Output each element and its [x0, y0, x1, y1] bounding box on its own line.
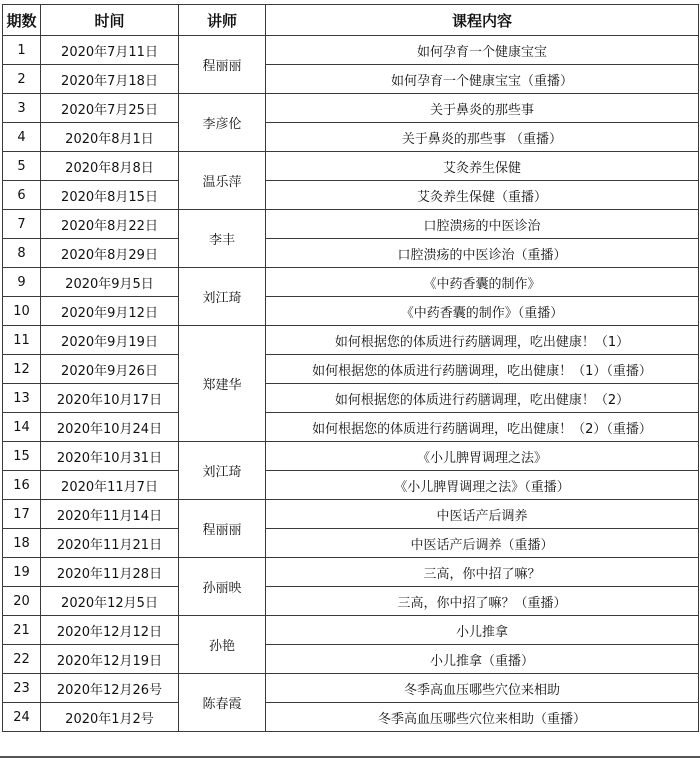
bottom-divider [0, 756, 700, 758]
row-number: 6 [3, 181, 41, 210]
row-lecturer: 李丰 [179, 210, 266, 268]
row-date: 2020年12月26号 [41, 674, 179, 703]
row-date: 2020年11月28日 [41, 558, 179, 587]
row-topic: 冬季高血压哪些穴位来相助 [266, 674, 699, 703]
row-topic: 口腔溃疡的中医诊治（重播） [266, 239, 699, 268]
row-number: 14 [3, 413, 41, 442]
row-topic: 三高，你中招了嘛？ [266, 558, 699, 587]
row-number: 7 [3, 210, 41, 239]
row-lecturer: 李彦伦 [179, 94, 266, 152]
row-date: 2020年8月15日 [41, 181, 179, 210]
row-date: 2020年7月25日 [41, 94, 179, 123]
table-row [3, 645, 699, 674]
table-row [3, 268, 699, 297]
table-row [3, 616, 699, 645]
row-date: 2020年10月31日 [41, 442, 179, 471]
row-number: 3 [3, 94, 41, 123]
row-date: 2020年8月29日 [41, 239, 179, 268]
row-date: 2020年12月19日 [41, 645, 179, 674]
row-date: 2020年11月7日 [41, 471, 179, 500]
row-date: 2020年11月21日 [41, 529, 179, 558]
row-number: 1 [3, 36, 41, 65]
row-number: 9 [3, 268, 41, 297]
row-topic: 小儿推拿（重播） [266, 645, 699, 674]
row-date: 2020年8月22日 [41, 210, 179, 239]
row-lecturer: 刘江琦 [179, 268, 266, 326]
row-date: 2020年12月12日 [41, 616, 179, 645]
row-topic: 《中药香囊的制作》（重播） [266, 297, 699, 326]
row-topic: 如何根据您的体质进行药膳调理，吃出健康！（1）（重播） [266, 355, 699, 384]
table-row [3, 355, 699, 384]
row-lecturer: 程丽丽 [179, 500, 266, 558]
row-date: 2020年7月18日 [41, 65, 179, 94]
row-date: 2020年11月14日 [41, 500, 179, 529]
row-topic: 艾灸养生保健 [266, 152, 699, 181]
row-date: 2020年10月24日 [41, 413, 179, 442]
row-date: 2020年8月8日 [41, 152, 179, 181]
row-number: 16 [3, 471, 41, 500]
row-date: 2020年9月12日 [41, 297, 179, 326]
row-date: 2020年8月1日 [41, 123, 179, 152]
table-row [3, 326, 699, 355]
row-number: 11 [3, 326, 41, 355]
row-topic: 如何根据您的体质进行药膳调理，吃出健康！（2）（重播） [266, 413, 699, 442]
table-row [3, 500, 699, 529]
row-date: 2020年9月19日 [41, 326, 179, 355]
table-header-row [3, 5, 699, 36]
row-topic: 关于鼻炎的那些事 （重播） [266, 123, 699, 152]
row-topic: 《小儿脾胃调理之法》 [266, 442, 699, 471]
row-number: 5 [3, 152, 41, 181]
row-date: 2020年1月2号 [41, 703, 179, 732]
row-number: 8 [3, 239, 41, 268]
row-date: 2020年9月5日 [41, 268, 179, 297]
row-date: 2020年10月17日 [41, 384, 179, 413]
table-row [3, 413, 699, 442]
row-number: 15 [3, 442, 41, 471]
row-number: 4 [3, 123, 41, 152]
table-row [3, 587, 699, 616]
row-topic: 如何孕育一个健康宝宝（重播） [266, 65, 699, 94]
row-date: 2020年12月5日 [41, 587, 179, 616]
row-lecturer: 郑建华 [179, 326, 266, 442]
row-date: 2020年7月11日 [41, 36, 179, 65]
header-no: 期数 [3, 5, 41, 36]
row-lecturer: 孙丽映 [179, 558, 266, 616]
row-lecturer: 陈春霞 [179, 674, 266, 732]
row-topic: 《小儿脾胃调理之法》（重播） [266, 471, 699, 500]
row-number: 24 [3, 703, 41, 732]
row-topic: 口腔溃疡的中医诊治 [266, 210, 699, 239]
table-row [3, 210, 699, 239]
header-lecturer: 讲师 [179, 5, 266, 36]
table-body [3, 36, 699, 732]
table-row [3, 239, 699, 268]
course-schedule-table [2, 4, 699, 732]
row-topic: 如何根据您的体质进行药膳调理，吃出健康！（1） [266, 326, 699, 355]
table-row [3, 94, 699, 123]
row-number: 18 [3, 529, 41, 558]
row-topic: 《中药香囊的制作》 [266, 268, 699, 297]
row-number: 21 [3, 616, 41, 645]
table-row [3, 384, 699, 413]
row-topic: 中医话产后调养 [266, 500, 699, 529]
header-topic: 课程内容 [266, 5, 699, 36]
row-topic: 冬季高血压哪些穴位来相助（重播） [266, 703, 699, 732]
row-number: 13 [3, 384, 41, 413]
row-topic: 中医话产后调养（重播） [266, 529, 699, 558]
row-lecturer: 孙艳 [179, 616, 266, 674]
table-row [3, 674, 699, 703]
row-number: 19 [3, 558, 41, 587]
row-topic: 三高，你中招了嘛？（重播） [266, 587, 699, 616]
table-row [3, 471, 699, 500]
row-lecturer: 刘江琦 [179, 442, 266, 500]
row-number: 22 [3, 645, 41, 674]
row-date: 2020年9月26日 [41, 355, 179, 384]
table-row [3, 152, 699, 181]
table-row [3, 123, 699, 152]
row-topic: 如何孕育一个健康宝宝 [266, 36, 699, 65]
row-topic: 关于鼻炎的那些事 [266, 94, 699, 123]
row-topic: 小儿推拿 [266, 616, 699, 645]
row-number: 2 [3, 65, 41, 94]
row-number: 20 [3, 587, 41, 616]
table-row [3, 442, 699, 471]
row-number: 10 [3, 297, 41, 326]
row-topic: 如何根据您的体质进行药膳调理，吃出健康！（2） [266, 384, 699, 413]
row-number: 23 [3, 674, 41, 703]
table-row [3, 36, 699, 65]
table-row [3, 297, 699, 326]
table-row [3, 181, 699, 210]
row-number: 12 [3, 355, 41, 384]
table-row [3, 703, 699, 732]
table-row [3, 529, 699, 558]
row-topic: 艾灸养生保健（重播） [266, 181, 699, 210]
header-date: 时间 [41, 5, 179, 36]
table-row [3, 558, 699, 587]
row-lecturer: 温乐萍 [179, 152, 266, 210]
row-lecturer: 程丽丽 [179, 36, 266, 94]
row-number: 17 [3, 500, 41, 529]
table-row [3, 65, 699, 94]
